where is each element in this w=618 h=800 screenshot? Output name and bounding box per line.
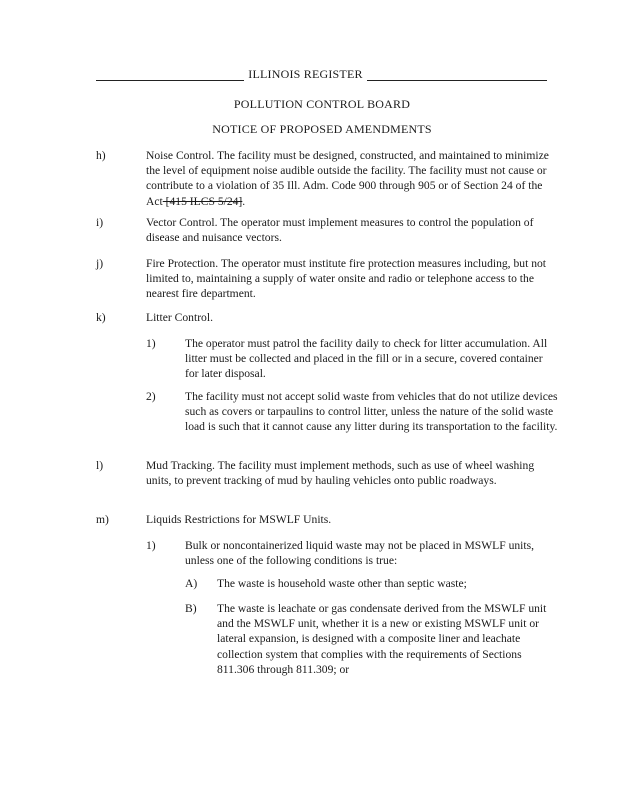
item-k-label: k) [96,311,106,324]
item-k-text: Litter Control. [146,311,213,324]
item-h-label: h) [96,149,106,162]
item-k-2-label: 2) [146,390,156,403]
item-h-text [146,148,551,209]
item-l-label: l) [96,459,104,472]
item-k-1-label: 1) [146,337,156,350]
item-m-1-A-text: The waste is household waste other than septic waste; [217,577,467,590]
item-j-text: Fire Protection. The operator must institute fire protection measures including, but not limited to, maintaining a supply of water onsite and radio or telephone access to the nearest fire department. [146,257,547,301]
item-l-text: Mud Tracking. The facility must implement methods, such as use of wheel washing units, to prevent tracking of mud by hauling vehicles onto public roadways. [146,459,535,488]
item-k-1-text: The operator must patrol the facility daily to check for litter accumulation. All litter must be collected and placed in the fill or in a secure, covered container for later disposal. [185,337,548,381]
header-rule-right [367,80,547,81]
item-m-1-B-text: The waste is leachate or gas condensate derived from the MSWLF unit and the MSWLF unit, whether it is a new or existing MSWLF unit or lateral expansion, is designed with a composite liner and leachate collection system that complies with the requirements of Sections 811.306 through 811.309; or [217,602,547,676]
item-m-1-A-label: A) [185,577,198,590]
item-m-1-B-label: B) [185,602,197,615]
item-i-text: Vector Control. The operator must implement measures to control the population of disease and nuisance vectors. [146,216,534,245]
item-m-1-text: Bulk or noncontainerized liquid waste may not be placed in MSWLF units, unless one of the following conditions is true: [185,539,535,568]
header-rule-left [96,80,244,81]
item-k-2-text: The facility must not accept solid waste from vehicles that do not utilize devices such as covers or tarpaulins to control litter, unless the nature of the solid waste load is such that it cannot cause any litter during its transportation to the facility. [185,390,558,434]
item-j-label: j) [96,257,104,270]
board-title: POLLUTION CONTROL BOARD [233,97,411,111]
notice-title: NOTICE OF PROPOSED AMENDMENTS [212,122,432,136]
register-title: ILLINOIS REGISTER [248,67,363,81]
item-h-text-main: Noise Control. The facility must be designed, constructed, and maintained to minimize the level of equipment noise audible outside the facility. The facility must not cause or contribute to a violation of 35 Ill. Adm. Code 900 through 905 or of Section 24 of the Act [146,149,549,208]
item-m-text: Liquids Restrictions for MSWLF Units. [146,513,332,526]
item-m-1-label: 1) [146,539,156,552]
item-h-deleted-citation: [415 ILCS 5/24] [162,194,243,208]
item-m-label: m) [96,513,109,526]
item-h-text-end: . [242,194,246,208]
item-i-label: i) [96,216,104,229]
